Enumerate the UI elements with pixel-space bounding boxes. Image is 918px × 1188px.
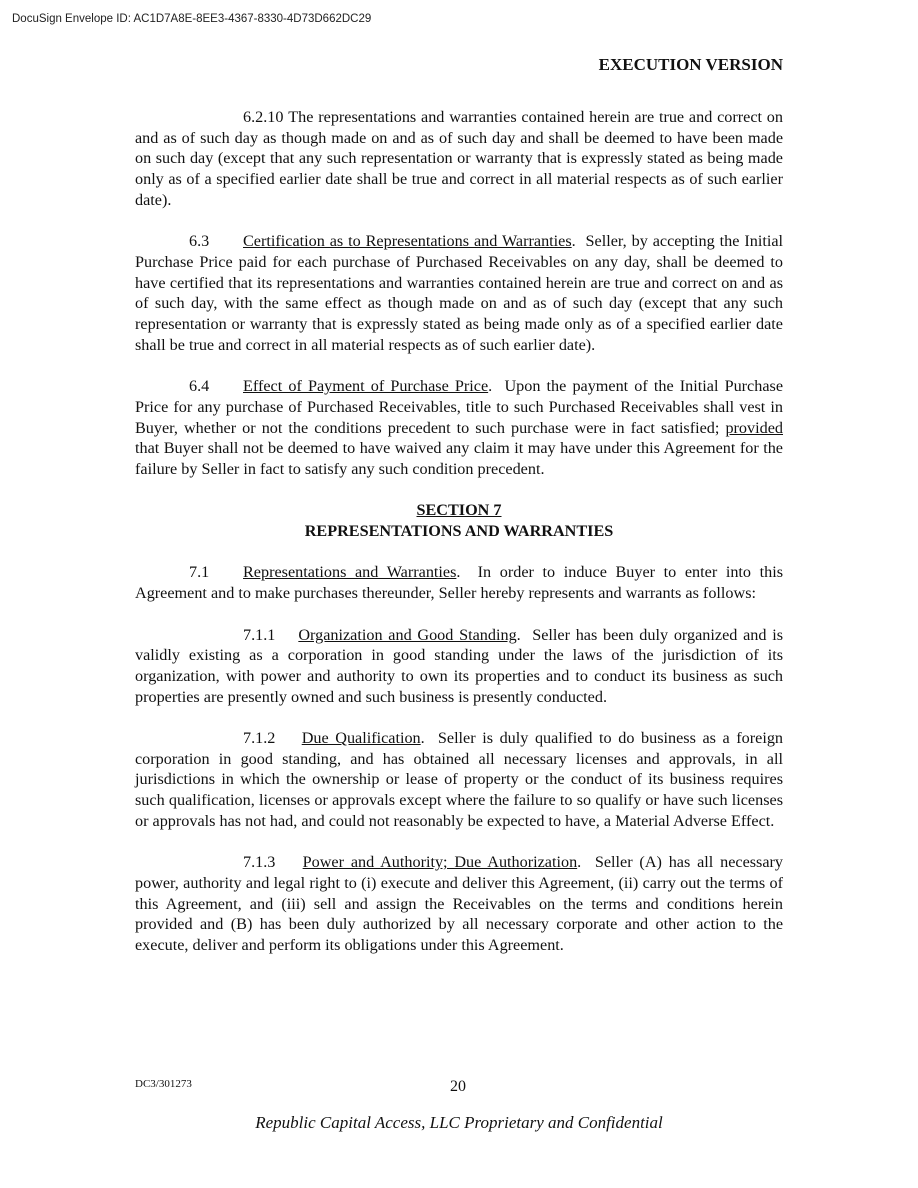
paragraph-heading: Power and Authority; Due Authorization (302, 853, 578, 872)
paragraph-6-2-10 (135, 107, 783, 211)
paragraph-number: 7.1.1 (243, 625, 276, 644)
paragraph-number: 6.2.10 (243, 108, 284, 126)
docusign-envelope-id: DocuSign Envelope ID: AC1D7A8E-8EE3-4367-8330-4D73D662DC29 (12, 13, 372, 25)
paragraph-text: Seller has been duly organized and is validly existing as a corporation in good standing under the laws of the jurisdiction of its organization, with power and authority to own its properties and to conduct its business as such properties are presently owned and such business is presently conducted. (135, 625, 783, 706)
paragraph-number: 7.1.3 (243, 853, 276, 872)
section-title: SECTION 7 (416, 501, 502, 520)
document-body (135, 107, 783, 976)
paragraph-number: 7.1.2 (243, 729, 276, 747)
footer-document-code: DC3/301273 (135, 1078, 192, 1090)
paragraph-text-continued: that Buyer shall not be deemed to have waived any claim it may have under this Agreement for the failure by Seller in fact to satisfy any such condition precedent. (135, 439, 783, 478)
paragraph-number: 6.4 (189, 377, 210, 396)
page-number: 20 (450, 1078, 466, 1095)
paragraph-heading: Organization and Good Standing (298, 625, 517, 644)
paragraph-7-1-3: 7.1.3 Power and Authority; Due Authorization. Seller (A) has all necessary power, authority and legal right to (i) execute and deliver this Agreement, (ii) carry out the terms of this Agreement, and (iii) sell and assign the Receivables on the terms and conditions herein provided and (B) has been duly authorized by all necessary corporate and other action to the execute, deliver and perform its obligations under this Agreement. (135, 853, 784, 955)
paragraph-number: 7.1 (189, 563, 210, 582)
paragraph-text: Seller is duly qualified to do business as a foreign corporation in good standing, and has obtained all necessary licenses and approvals, in all jurisdictions in which the ownership or lease of property or the conduct of its business requires such qualification, licenses or approvals except where the failure to so qualify or have such licenses or approvals has not had, and could not reasonably be expected to have, a Material Adverse Effect. (135, 729, 784, 830)
paragraph-number: 6.3 (189, 232, 210, 251)
paragraph-heading: Certification as to Representations and Warranties (243, 232, 572, 251)
paragraph-6-3: 6.3 Certification as to Representations and Warranties. Seller, by accepting the Initial Purchase Price paid for each purchase of Purchased Receivables on any day, shall be deemed to have certified that its representations and warranties contained herein are true and correct on and as of such day, with the same effect as though made on and as of such day (except that any such representation or warranty that is expressly stated as being made only as of a specified earlier date shall be true and correct in all material respects as of such earlier date). (135, 232, 784, 354)
paragraph-text: The representations and warranties contained herein are true and correct on and as of such day as though made on and as of such day and shall be deemed to have been made on such day (except that any such representation or warranty that is expressly stated as being made only as of a specified earlier date shall be true and correct in all material respects as of such earlier date). (135, 108, 783, 209)
paragraph-text: In order to induce Buyer to enter into this Agreement and to make purchases thereunder, Seller hereby represents and warrants as follows: (135, 563, 783, 603)
paragraph-6-4: 6.4 Effect of Payment of Purchase Price. Upon the payment of the Initial Purchase Price for any purchase of Purchased Receivables, title to such Purchased Receivables shall vest in Buyer, whether or not the conditions precedent to such purchase were in fact satisfied; provided that Buyer shall not be deemed to have waived any claim it may have under this Agreement for the failure by Seller in fact to satisfy any such condition precedent. (135, 377, 784, 478)
paragraph-text: Seller, by accepting the Initial Purchase Price paid for each purchase of Purchased Receivables on any day, shall be deemed to have certified that its representations and warranties contained herein are true and correct on and as of such day, with the same effect as though made on and as of such day (except that any such representation or warranty that is expressly stated as being made only as of a specified earlier date shall be true and correct in all material respects as of such earlier date). (135, 232, 784, 354)
paragraph-text: Seller (A) has all necessary power, authority and legal right to (i) execute and deliver this Agreement, (ii) carry out the terms of this Agreement, and (iii) sell and assign the Receivables on the terms and conditions herein provided and (B) has been duly authorized by all necessary corporate and other action to the execute, deliver and perform its obligations under this Agreement. (135, 853, 784, 955)
paragraph-heading: Representations and Warranties (243, 563, 457, 582)
paragraph-text: Upon the payment of the Initial Purchase Price for any purchase of Purchased Receivables, title to such Purchased Receivables shall vest in Buyer, whether or not the conditions precedent to such purchase were in fact satisfied; (135, 377, 784, 437)
section-7-heading (135, 500, 783, 541)
provided-term: provided (725, 418, 783, 437)
confidentiality-notice: Republic Capital Access, LLC Proprietary and Confidential (255, 1113, 663, 1132)
paragraph-heading: Effect of Payment of Purchase Price (243, 377, 489, 396)
paragraph-7-1-2: 7.1.2 Due Qualification. Seller is duly qualified to do business as a foreign corporation in good standing, and has obtained all necessary licenses and approvals, in all jurisdictions in which the ownership or lease of property or the conduct of its business requires such qualification, licenses or approvals except where the failure to so qualify or have such licenses or approvals has not had, and could not reasonably be expected to have, a Material Adverse Effect. (135, 729, 784, 830)
paragraph-7-1: 7.1 Representations and Warranties. In order to induce Buyer to enter into this Agreement and to make purchases thereunder, Seller hereby represents and warrants as follows: (135, 563, 783, 603)
paragraph-7-1-1: 7.1.1 Organization and Good Standing. Seller has been duly organized and is validly existing as a corporation in good standing under the laws of the jurisdiction of its organization, with power and authority to own its properties and to conduct its business as such properties are presently owned and such business is presently conducted. (135, 625, 783, 706)
section-subtitle: REPRESENTATIONS AND WARRANTIES (304, 522, 614, 541)
execution-version-label: EXECUTION VERSION (598, 55, 783, 74)
paragraph-heading: Due Qualification (301, 729, 421, 747)
